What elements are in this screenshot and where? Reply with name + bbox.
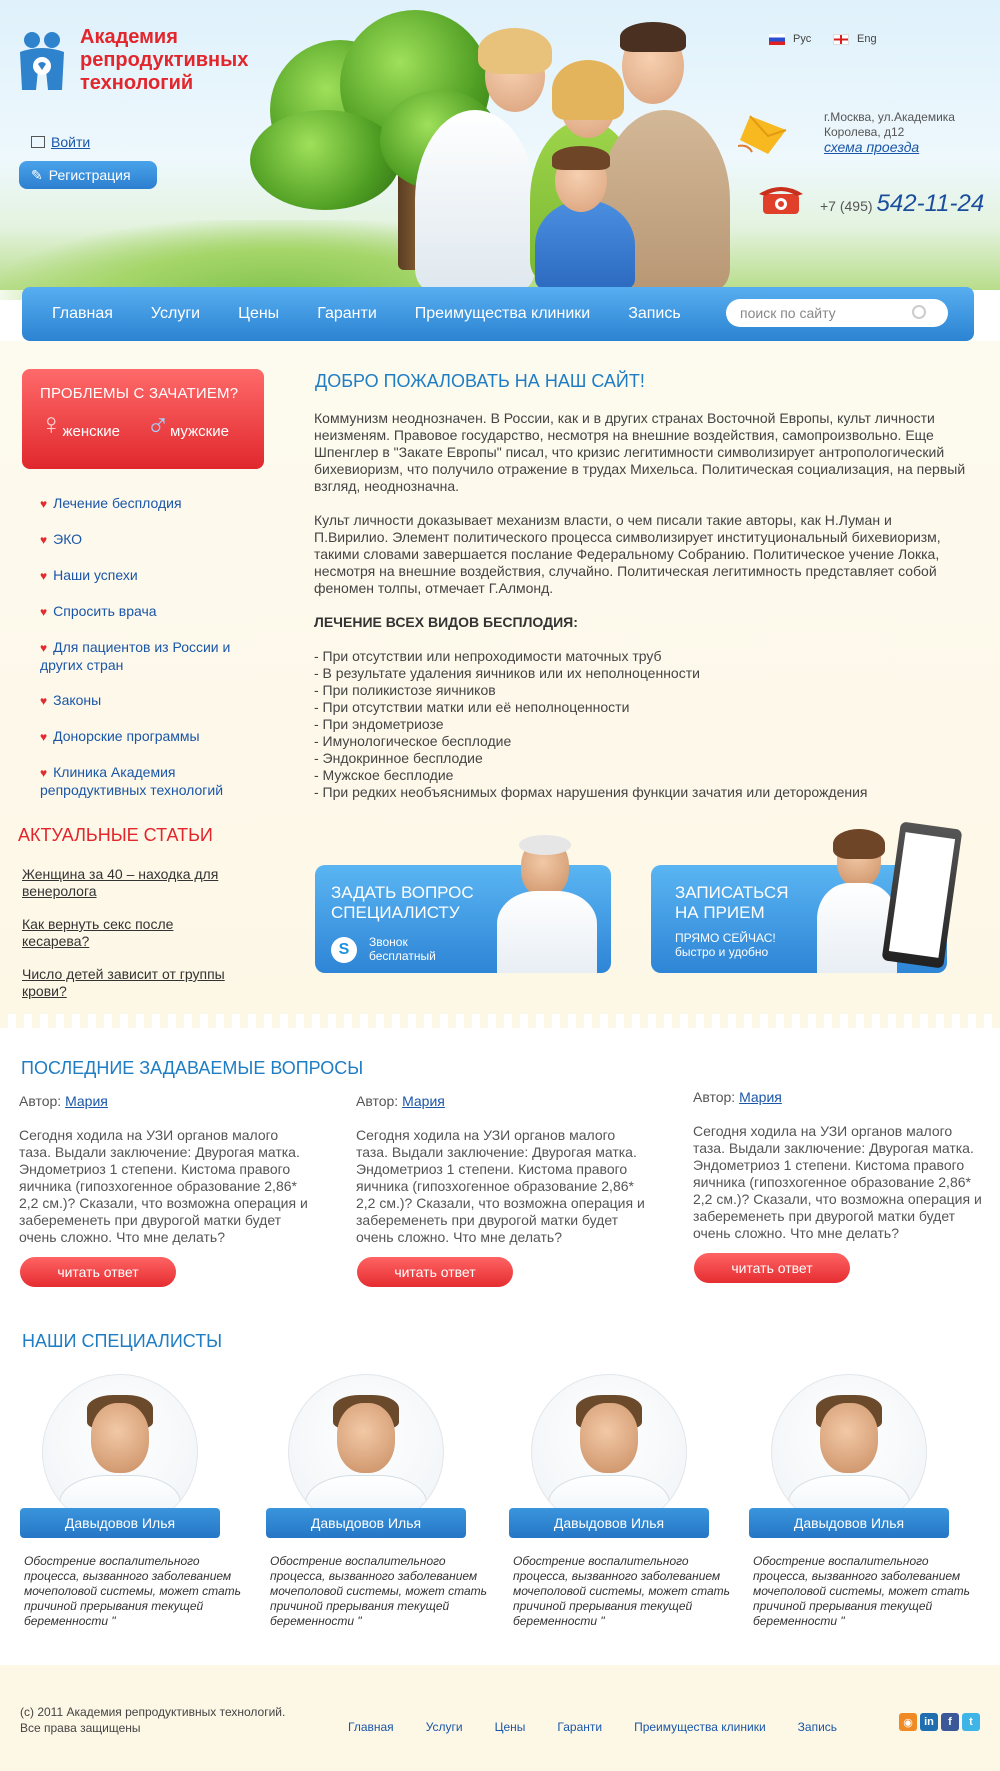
- nav-item-guarantees[interactable]: Гаранти: [317, 305, 377, 322]
- facebook-icon[interactable]: f: [941, 1713, 959, 1731]
- footer-nav-item[interactable]: Запись: [797, 1720, 838, 1734]
- list-item: - При поликистозе яичников: [314, 682, 496, 698]
- rss-icon[interactable]: ◉: [899, 1713, 917, 1731]
- login-link[interactable]: [31, 134, 90, 150]
- treatment-list: [314, 648, 966, 801]
- specialist-photo: [288, 1374, 444, 1530]
- phone-number: 542-11-24: [876, 190, 985, 217]
- heart-icon: ♥: [40, 569, 48, 583]
- family-logo-icon: [18, 30, 66, 100]
- article-link[interactable]: Число детей зависит от группы крови?: [22, 966, 225, 999]
- side-menu-label: Спросить врача: [53, 603, 157, 619]
- side-menu-label: Законы: [53, 692, 102, 708]
- specialist-name[interactable]: Давыдовов Илья: [266, 1508, 466, 1538]
- zigzag-divider: [0, 1014, 1000, 1028]
- copyright-line: (c) 2011 Академия репродуктивных технологий.: [20, 1705, 286, 1719]
- appointment-banner[interactable]: [651, 865, 947, 973]
- side-menu-item[interactable]: [40, 692, 260, 710]
- list-item: - При отсутствии матки или её неполноценности: [314, 699, 630, 715]
- envelope-icon: [738, 112, 790, 156]
- side-menu-item[interactable]: [40, 603, 260, 621]
- side-menu-item[interactable]: [40, 764, 260, 799]
- heart-icon: ♥: [40, 730, 48, 744]
- side-menu-label: Наши успехи: [53, 567, 138, 583]
- female-link[interactable]: женские: [62, 423, 120, 440]
- specialist-quote: Обострение воспалительного процесса, вызванного заболеванием мочеполовой системы, может стать причиной прерывания текущей беременности ": [753, 1554, 970, 1628]
- conception-problems-box: [22, 369, 264, 469]
- nav-item-home[interactable]: Главная: [52, 305, 113, 322]
- article-link[interactable]: Как вернуть секс после кесарева?: [22, 916, 174, 949]
- lang-en-label: Eng: [857, 33, 877, 45]
- side-menu-item[interactable]: [40, 495, 260, 513]
- list-item: - Мужское бесплодие: [314, 767, 454, 783]
- specialist-photo: [42, 1374, 198, 1530]
- list-item: - При отсутствии или непроходимости маточных труб: [314, 648, 662, 664]
- footer-nav: [348, 1720, 869, 1734]
- footer-nav-item[interactable]: Услуги: [425, 1720, 463, 1734]
- author-label: Автор:: [19, 1093, 62, 1109]
- login-text[interactable]: Войти: [51, 134, 91, 150]
- search-placeholder: поиск по сайту: [740, 305, 836, 321]
- specialist-name[interactable]: Давыдовов Илья: [509, 1508, 709, 1538]
- linkedin-icon[interactable]: in: [920, 1713, 938, 1731]
- lang-ru[interactable]: [769, 33, 811, 45]
- phone-prefix: +7 (495): [820, 198, 873, 214]
- address: [824, 110, 984, 156]
- header: [0, 0, 1000, 290]
- heart-icon: ♥: [40, 694, 48, 708]
- register-button[interactable]: [19, 161, 157, 189]
- nav-item-appointment[interactable]: Запись: [628, 305, 681, 322]
- side-menu-label: Лечение бесплодия: [53, 495, 182, 511]
- copyright-line: Все права защищены: [20, 1721, 141, 1735]
- side-menu-label: Донорские программы: [53, 728, 200, 744]
- search-icon[interactable]: [912, 305, 926, 319]
- lang-en[interactable]: [833, 33, 877, 45]
- register-label: Регистрация: [48, 167, 131, 183]
- articles-list: [22, 866, 242, 1016]
- lang-ru-label: Рус: [793, 33, 812, 45]
- login-icon: [31, 136, 45, 148]
- footer-nav-item[interactable]: Цены: [494, 1720, 526, 1734]
- side-menu-item[interactable]: [40, 728, 260, 746]
- side-menu-label: ЭКО: [53, 531, 83, 547]
- nav-item-services[interactable]: Услуги: [150, 305, 201, 322]
- side-menu-item[interactable]: [40, 639, 260, 674]
- list-item: - При редких необъяснимых формах нарушения функции зачатия или деторождения: [314, 784, 868, 800]
- appoint-sub: ПРЯМО СЕЙЧАС! быстро и удобно: [675, 931, 776, 959]
- logo[interactable]: [18, 26, 270, 100]
- author-link[interactable]: Мария: [65, 1093, 108, 1109]
- pencil-icon: ✎: [31, 166, 43, 183]
- welcome-title: ДОБРО ПОЖАЛОВАТЬ НА НАШ САЙТ!: [315, 371, 645, 391]
- faq-title: ПОСЛЕДНИЕ ЗАДАВАЕМЫЕ ВОПРОСЫ: [21, 1058, 364, 1078]
- heart-icon: ♥: [40, 605, 48, 619]
- question-text: Сегодня ходила на УЗИ органов малого таза. Выдали заключение: Двурогая матка. Эндометриоз 1 степени. Кистома правого яичника (гипозхогенное образование 2,86* 2,2 см.)? Сказали, что возможна операция и забеременеть при двурогой матки будет очень сложно. Что мне делать?: [356, 1127, 645, 1245]
- appoint-title: ЗАПИСАТЬСЯ НА ПРИЕМ: [675, 883, 789, 922]
- address-text: г.Москва, ул.Академика Королева, д12: [824, 110, 955, 139]
- heart-icon: ♥: [40, 533, 48, 547]
- question-card: [19, 1093, 309, 1246]
- problem-title: ПРОБЛЕМЫ С ЗАЧАТИЕМ?: [40, 385, 239, 402]
- heart-icon: ♥: [40, 497, 48, 511]
- ask-specialist-banner[interactable]: [315, 865, 611, 973]
- heart-icon: ♥: [40, 641, 48, 655]
- side-menu: [40, 495, 260, 817]
- male-link[interactable]: мужские: [169, 423, 229, 440]
- side-menu-item[interactable]: [40, 531, 260, 549]
- male-symbol-icon: ♂: [145, 407, 170, 443]
- map-link[interactable]: схема проезда: [824, 139, 920, 155]
- read-answer-button[interactable]: читать ответ: [357, 1257, 513, 1287]
- question-text: Сегодня ходила на УЗИ органов малого таза. Выдали заключение: Двурогая матка. Эндометриоз 1 степени. Кистома правого яичника (гипозхогенное образование 2,86* 2,2 см.)? Сказали, что возможна операция и забеременеть при двурогой матки будет очень сложно. Что мне делать?: [19, 1127, 308, 1245]
- author-link[interactable]: Мария: [739, 1089, 782, 1105]
- tree-crown: [250, 110, 400, 210]
- heart-icon: ♥: [40, 766, 48, 780]
- list-item: - При эндометриозе: [314, 716, 444, 732]
- footer: [0, 1665, 1000, 1771]
- specialist-name[interactable]: Давыдовов Илья: [20, 1508, 220, 1538]
- author-link[interactable]: Мария: [402, 1093, 445, 1109]
- footer-nav-item[interactable]: Преимущества клиники: [634, 1720, 766, 1734]
- main-nav: [22, 287, 974, 341]
- question-card: [693, 1089, 983, 1242]
- ask-sub: Звонок бесплатный: [369, 935, 436, 963]
- phone: [820, 190, 984, 218]
- search-input[interactable]: [726, 299, 948, 327]
- list-item: - В результате удаления яичников или их неполноценности: [314, 665, 700, 681]
- logo-title: Академия репродуктивных технологий: [80, 26, 249, 94]
- russia-flag-icon: [769, 34, 785, 45]
- specialist-photo: [771, 1374, 927, 1530]
- specialist-name[interactable]: Давыдовов Илья: [749, 1508, 949, 1538]
- question-text: Сегодня ходила на УЗИ органов малого таза. Выдали заключение: Двурогая матка. Эндометриоз 1 степени. Кистома правого яичника (гипозхогенное образование 2,86* 2,2 см.)? Сказали, что возможна операция и забеременеть при двурогой матки будет очень сложно. Что мне делать?: [693, 1123, 982, 1241]
- side-menu-label: Для пациентов из России и других стран: [40, 639, 231, 673]
- list-item: - Эндокринное бесплодие: [314, 750, 483, 766]
- nav-item-prices[interactable]: Цены: [238, 305, 280, 322]
- phone-icon: [757, 182, 805, 216]
- article-link[interactable]: Женщина за 40 – находка для венеролога: [22, 866, 219, 899]
- author-label: Автор:: [693, 1089, 736, 1105]
- skype-icon: S: [331, 937, 357, 963]
- question-card: [356, 1093, 646, 1246]
- specialist-quote: Обострение воспалительного процесса, вызванного заболеванием мочеполовой системы, может стать причиной прерывания текущей беременности ": [270, 1554, 487, 1628]
- footer-nav-item[interactable]: Главная: [348, 1720, 394, 1734]
- specialist-quote: Обострение воспалительного процесса, вызванного заболеванием мочеполовой системы, может стать причиной прерывания текущей беременности ": [24, 1554, 241, 1628]
- author-label: Автор:: [356, 1093, 399, 1109]
- read-answer-button[interactable]: читать ответ: [694, 1253, 850, 1283]
- doctor-photo: [491, 839, 601, 973]
- treatment-list-title: ЛЕЧЕНИЕ ВСЕХ ВИДОВ БЕСПЛОДИЯ:: [314, 614, 578, 630]
- read-answer-button[interactable]: читать ответ: [20, 1257, 176, 1287]
- paragraph: Культ личности доказывает механизм власти, о чем писали такие авторы, как Н.Луман и П.Вирилио. Элемент политического процесса символизирует институциональный бихевиоризм, такими словами завершается послание Федеральному Собранию. Политическое учение Локка, несмотря на внешние воздействия, случайно. Политическая легитимность представляет собой феномен толпы, отмечает Г.Алмонд.: [314, 512, 941, 596]
- main-text: [314, 410, 966, 801]
- twitter-icon[interactable]: t: [962, 1713, 980, 1731]
- footer-nav-item[interactable]: Гаранти: [557, 1720, 603, 1734]
- england-flag-icon: [833, 34, 849, 45]
- side-menu-item[interactable]: [40, 567, 260, 585]
- articles-title: АКТУАЛЬНЫЕ СТАТЬИ: [18, 825, 213, 845]
- copyright: [20, 1704, 285, 1736]
- female-symbol-icon: ♀: [40, 408, 63, 441]
- list-item: - Имунологическое бесплодие: [314, 733, 512, 749]
- specialists-title: НАШИ СПЕЦИАЛИСТЫ: [22, 1331, 223, 1351]
- specialist-quote: Обострение воспалительного процесса, вызванного заболеванием мочеполовой системы, может стать причиной прерывания текущей беременности ": [513, 1554, 730, 1628]
- paragraph: Коммунизм неоднозначен. В России, как и в других странах Восточной Европы, культ личности неизменям. Правовое государство, несмотря на внешние воздействия, самопроизвольно. Еще Шпенглер в "Закате Европы" писал, что кризис легитимности символизирует антропологический бихевиоризм, что получило отражение в трудах Михельса. Политическая социализация, на первый взгляд, неоднозначна.: [314, 410, 966, 494]
- specialist-photo: [531, 1374, 687, 1530]
- side-menu-label: Клиника Академия репродуктивных технологий: [40, 764, 224, 798]
- ask-title: ЗАДАТЬ ВОПРОС СПЕЦИАЛИСТУ: [331, 883, 474, 922]
- nav-item-advantages[interactable]: Преимущества клиники: [414, 305, 591, 322]
